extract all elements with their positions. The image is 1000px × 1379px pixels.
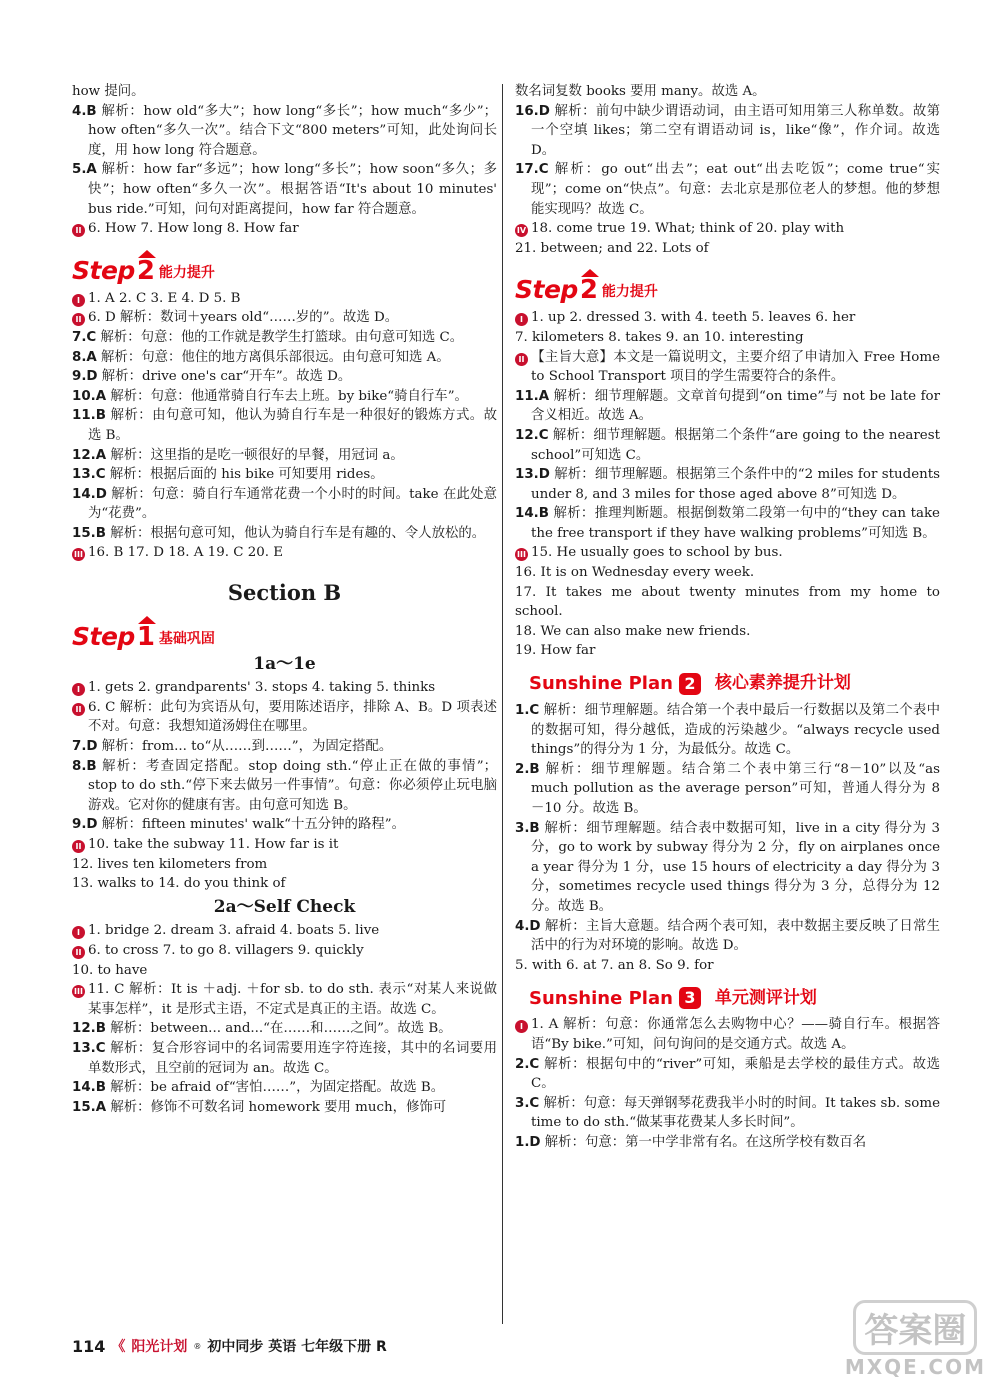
answer-key: 17.C: [515, 162, 549, 178]
answer-item: [72, 874, 497, 894]
right-step2-items: [515, 308, 940, 661]
section-marker-icon: I: [72, 683, 85, 696]
step-1-heading: [72, 617, 497, 651]
answer-item: [72, 406, 497, 445]
answer-key: 13.C: [72, 467, 106, 483]
plan-number: 3: [679, 987, 701, 1009]
answer-text: 1. A 2. C 3. E 4. D 5. B: [88, 290, 241, 306]
section-marker-icon: II: [72, 840, 85, 853]
answer-key: 12.A: [72, 447, 107, 463]
answer-text: 1. gets 2. grandparents' 3. stops 4. taking 5. thinks: [88, 680, 436, 696]
answer-item: [72, 961, 497, 981]
section-title: Section B: [227, 580, 342, 606]
column-divider: [502, 84, 503, 1324]
answer-text: 17. It takes me about twenty minutes from my home to school.: [515, 584, 940, 620]
answer-text: 解析：复合形容词中的名词需要用连字符连接，其中的名词要用单数形式，且空前的冠词为 an。故选 C。: [88, 1040, 497, 1076]
answer-text: 解析：细节理解题。根据第二个条件“are going to the nearest school”可知选 C。: [531, 427, 940, 463]
answer-text: 1. A 解析：句意：你通常怎么去购物中心？——骑自行车。根据答语“By bike.”可知，问句询问的是交通方式。故选 A。: [531, 1017, 940, 1052]
step-subtitle: 基础巩固: [158, 630, 215, 647]
right-plan2-items: [515, 701, 940, 975]
sub-heading-2a-self-check: 2a～Self Check: [213, 896, 356, 917]
answer-item: [72, 855, 497, 875]
section-marker-icon: II: [72, 703, 85, 716]
page-footer: [72, 1336, 387, 1356]
sunshine-plan-3-heading: [529, 987, 940, 1009]
answer-text: 16. It is on Wednesday every week.: [515, 565, 755, 581]
step-number: 2: [136, 255, 155, 286]
answer-text: 解析：细节理解题。结合第二个表中第三行“8－10”以及“as much pollution as the average person”可知，普通人得分为 8－10 分。故选 B。: [531, 761, 940, 816]
answer-key: 13.D: [515, 467, 550, 483]
answer-key: 11.B: [72, 408, 106, 424]
answer-text: 21. between; and 22. Lots of: [515, 240, 709, 256]
answer-key: 4.B: [72, 103, 97, 119]
answer-text: 16. B 17. D 18. A 19. C 20. E: [88, 545, 284, 561]
answer-key: 14.D: [72, 486, 107, 502]
answer-text: 解析：推理判断题。根据倒数第二段第一句中的“they can take the free transport if they have walking problems”可知选 B。: [531, 506, 940, 541]
answer-text: 数名词复数 books 要用 many。故选 A。: [515, 84, 766, 99]
right-pre-items: [515, 82, 940, 258]
section-marker-icon: II: [72, 946, 85, 959]
answer-item: [72, 102, 497, 161]
answer-key: 1.D: [515, 1134, 541, 1150]
answer-key: 4.D: [515, 918, 541, 934]
answer-text: 6. How 7. How long 8. How far: [88, 221, 299, 237]
answer-text: 解析：根据后面的 his bike 可知要用 rides。: [109, 467, 384, 483]
answer-text: 10. take the subway 11. How far is it: [88, 837, 339, 852]
answer-text: 解析：go out“出去”；eat out“出去吃饭”；come true“实现”；come on“快点”。句意：去北京是那位老人的梦想。他的梦想能实现吗？故选 C。: [531, 162, 940, 217]
answer-key: 7.C: [72, 329, 97, 345]
answer-item: [72, 308, 497, 328]
answer-text: 解析：主旨大意题。结合两个表可知，表中数据主要反映了日常生活中的行为对环境的影响。故选 D。: [531, 918, 940, 954]
watermark: [845, 1300, 986, 1379]
answer-text: 解析：句意：他住的地方离俱乐部很远。由句意可知选 A。: [101, 349, 450, 365]
step-subtitle: 能力提升: [601, 284, 658, 301]
answer-text: 解析：考查固定搭配。stop doing sth.“停止正在做的事情”；stop to do sth.“停下来去做另一件事情”。句意：你必须停止玩电脑游戏。它对你的健康有害。由句意可知选 B。: [88, 758, 497, 813]
answer-text: how 提问。: [72, 84, 145, 99]
step-word: Step: [72, 255, 135, 285]
answer-item: [515, 583, 940, 622]
answer-text: 解析：这里指的是吃一顿很好的早餐，用冠词 a。: [110, 447, 404, 463]
answer-text: 13. walks to 14. do you think of: [72, 876, 286, 892]
answer-item: [515, 504, 940, 543]
answer-key: 16.D: [515, 103, 550, 119]
plan-subtitle: 核心素养提升计划: [714, 673, 851, 694]
answer-key: 9.D: [72, 369, 98, 385]
answer-key: 1.C: [515, 703, 540, 719]
answer-item: [515, 641, 940, 661]
answer-item: [515, 563, 940, 583]
answer-key: 15.B: [72, 525, 106, 541]
answer-text: 6. to cross 7. to go 8. villagers 9. quickly: [88, 942, 364, 958]
answer-text: 18. We can also make new friends.: [515, 623, 751, 639]
answer-item: [515, 328, 940, 348]
answer-item: [72, 921, 497, 941]
step-subtitle: 能力提升: [158, 264, 215, 281]
sub-heading-1a-1e: 1a～1e: [253, 653, 316, 674]
answer-item: [72, 219, 497, 239]
right-column: [515, 82, 940, 1153]
answer-item: [515, 308, 940, 328]
answer-item: [72, 980, 497, 1019]
answer-item: [515, 917, 940, 956]
watermark-site: MXQE.COM: [844, 1355, 986, 1379]
answer-text: 解析：句意：骑自行车通常花费一个小时的时间。take 在此处意为“花费”。: [88, 486, 497, 522]
step-2-heading-left: [72, 251, 497, 285]
answer-item: [515, 465, 940, 504]
page-number: 114: [72, 1336, 106, 1356]
answer-item: [515, 348, 940, 387]
answer-text: 18. come true 19. What; think of 20. play with: [531, 221, 845, 237]
answer-item: [72, 1039, 497, 1078]
answer-key: 12.C: [515, 427, 549, 443]
plan-word: Sunshine Plan: [529, 987, 673, 1009]
plan-subtitle: 单元测评计划: [714, 987, 817, 1008]
answer-item: [515, 102, 940, 161]
answer-item: [72, 387, 497, 407]
section-marker-icon: II: [72, 224, 85, 237]
answer-item: [515, 760, 940, 819]
answer-text: 解析：be afraid of“害怕……”，为固定搭配。故选 B。: [110, 1080, 445, 1096]
answer-text: 解析：drive one's car“开车”。故选 D。: [101, 369, 352, 385]
answer-key: 14.B: [72, 1080, 106, 1096]
answer-item: [515, 1133, 940, 1153]
step-word: Step: [515, 275, 578, 305]
answer-item: [515, 239, 940, 259]
answer-item: [72, 328, 497, 348]
double-chevron-left-icon: 《: [111, 1339, 126, 1355]
section-marker-icon: II: [515, 353, 528, 366]
section-marker-icon: I: [515, 313, 528, 326]
answer-key: 10.A: [72, 388, 107, 404]
step-number: 1: [136, 621, 155, 652]
answer-text: 11. C 解析：It is ＋adj. ＋for sb. to do sth. 表示“对某人来说做某事怎样”，it 是形式主语，不定式是真正的主语。故选 C。: [88, 982, 497, 1017]
left-sub2-items: [72, 921, 497, 1117]
step-2-heading-right: [515, 270, 940, 304]
section-marker-icon: I: [72, 294, 85, 307]
answer-text: 解析：根据句意可知，他认为骑自行车是有趣的、令人放松的。: [110, 525, 486, 541]
answer-item: [515, 387, 940, 426]
answer-item: [72, 289, 497, 309]
answer-item: [515, 956, 940, 976]
answer-item: [515, 160, 940, 219]
left-column: [72, 82, 497, 1117]
answer-text: 6. C 解析：此句为宾语从句，要用陈述语序，排除 A、B。D 项表述不对。句意：我想知道汤姆住在哪里。: [88, 699, 497, 735]
answer-text: 5. with 6. at 7. an 8. So 9. for: [515, 957, 714, 973]
answer-item: [72, 698, 497, 737]
answer-key: 3.B: [515, 820, 540, 836]
answer-text: 解析：句意：他的工作就是教学生打篮球。由句意可知选 C。: [100, 329, 464, 345]
answer-text: 解析：between... and...“在……和……之间”。故选 B。: [110, 1021, 452, 1037]
answer-item: [515, 543, 940, 563]
book-title: 初中同步 英语 七年级下册 R: [207, 1339, 387, 1355]
answer-text: 解析：细节理解题。结合第一个表中最后一行数据以及第二个表中的数据可知，得分越低，造成的污染越少。“always recycle used things”的得分为 1 分，为最低分。故选 C。: [531, 703, 940, 758]
answer-text: 解析：由句意可知，他认为骑自行车是一种很好的锻炼方式。故选 B。: [88, 408, 497, 443]
section-marker-icon: III: [72, 548, 85, 561]
answer-text: 解析：how old“多大”；how long“多长”；how much“多少”；how often“多久一次”。结合下文“800 meters”可知，此处询问长度，用 how long 符合题意。: [88, 103, 497, 158]
section-marker-icon: IV: [516, 226, 527, 236]
answer-item: [72, 485, 497, 524]
step-number: 2: [579, 275, 598, 306]
answer-item: [72, 1098, 497, 1118]
answer-item: [515, 219, 940, 239]
answer-item: [72, 1019, 497, 1039]
right-plan3-items: [515, 1015, 940, 1152]
answer-text: 解析：fifteen minutes' walk“十五分钟的路程”。: [101, 817, 405, 833]
answer-key: 8.B: [72, 758, 97, 774]
answer-item: [72, 367, 497, 387]
answer-key: 5.A: [72, 162, 97, 178]
plan-number: 2: [679, 673, 701, 695]
section-marker-icon: II: [72, 313, 85, 326]
answer-key: 11.A: [515, 388, 550, 404]
answer-text: 解析：修饰不可数名词 homework 要用 much，修饰可: [110, 1099, 447, 1115]
answer-item: [72, 543, 497, 563]
answer-text: 12. lives ten kilometers from: [72, 856, 268, 872]
answer-item: [72, 82, 497, 102]
answer-text: 解析：句意：每天弹钢琴花费我半小时的时间。It takes sb. some time to do sth.“做某事花费某人多长时间”。: [531, 1095, 940, 1131]
sunshine-plan-2-heading: [529, 673, 940, 695]
left-step2-items: [72, 289, 497, 563]
section-marker-icon: III: [72, 985, 85, 998]
answer-item: [72, 737, 497, 757]
answer-text: 解析：句意：他通常骑自行车去上班。by bike“骑自行车”。: [110, 388, 468, 404]
answer-text: 6. D 解析：数词＋years old“……岁的”。故选 D。: [88, 310, 399, 326]
answer-text: 【主旨大意】本文是一篇说明文，主要介绍了申请加入 Free Home to School Transport 项目的学生需要符合的条件。: [531, 349, 940, 385]
answer-key: 3.C: [515, 1095, 540, 1111]
answer-item: [515, 819, 940, 917]
answer-item: [515, 426, 940, 465]
section-marker-icon: I: [515, 1020, 528, 1033]
answer-text: 1. bridge 2. dream 3. afraid 4. boats 5. live: [88, 923, 380, 939]
answer-item: [72, 465, 497, 485]
left-sub1-items: [72, 678, 497, 894]
answer-item: [515, 1094, 940, 1133]
answer-key: 14.B: [515, 506, 549, 522]
answer-key: 15.A: [72, 1099, 107, 1115]
step-word: Step: [72, 621, 135, 651]
answer-item: [72, 348, 497, 368]
watermark-logo-icon: 答案圈: [853, 1300, 977, 1355]
answer-item: [72, 757, 497, 816]
answer-text: 7. kilometers 8. takes 9. an 10. interesting: [515, 329, 804, 345]
answer-item: [72, 678, 497, 698]
answer-item: [515, 1055, 940, 1094]
brand-name: 阳光计划: [131, 1339, 188, 1355]
answer-text: 解析：细节理解题。文章首句提到“on time”与 not be late for 含义相近。故选 A。: [531, 388, 940, 424]
answer-item: [72, 815, 497, 835]
section-marker-icon: I: [72, 926, 85, 939]
answer-text: 解析：细节理解题。根据第三个条件中的“2 miles for students under 8, and 3 miles for those aged above 8”可知选 D。: [531, 467, 940, 502]
answer-text: 解析：from... to“从……到……”，为固定搭配。: [101, 739, 393, 755]
answer-key: 8.A: [72, 349, 97, 365]
answer-item: [72, 160, 497, 219]
answer-text: 15. He usually goes to school by bus.: [531, 545, 783, 561]
answer-key: 7.D: [72, 739, 98, 755]
answer-key: 9.D: [72, 817, 98, 833]
answer-key: 2.C: [515, 1056, 540, 1072]
answer-text: 解析：根据句中的“river”可知，乘船是去学校的最佳方式。故选 C。: [531, 1056, 940, 1092]
registered-mark: ®: [193, 1341, 202, 1351]
answer-item: [515, 1015, 940, 1054]
answer-key: 2.B: [515, 761, 540, 777]
answer-item: [515, 701, 940, 760]
answer-key: 13.C: [72, 1040, 106, 1056]
answer-item: [72, 524, 497, 544]
answer-key: 12.B: [72, 1021, 106, 1037]
answer-text: 解析：句意：第一中学非常有名。在这所学校有数百名: [544, 1134, 867, 1150]
answer-item: [72, 835, 497, 855]
answer-text: 解析：细节理解题。结合表中数据可知，live in a city 得分为 3 分，go to work by subway 得分为 2 分，fly on airplanes once a year 得分为 1 分，use 15 hours of electricity a day 得分为 3 分，sometimes recycle used things 得分为 3 分，总得分为 12 分。故选 B。: [531, 820, 940, 914]
answer-item: [72, 1078, 497, 1098]
left-pre-items: [72, 82, 497, 239]
answer-item: [72, 941, 497, 961]
answer-text: 解析：how far“多远”；how long“多长”；how soon“多久；多快”；how often“多久一次”。根据答语“It's about 10 minutes' bus ride.”可知，问句对距离提问，how far 符合题意。: [88, 162, 497, 217]
answer-text: 10. to have: [72, 962, 148, 978]
answer-text: 1. up 2. dressed 3. with 4. teeth 5. leaves 6. her: [531, 310, 856, 326]
plan-word: Sunshine Plan: [529, 673, 673, 695]
section-marker-icon: III: [515, 548, 528, 561]
answer-item: [72, 446, 497, 466]
answer-text: 解析：前句中缺少谓语动词，由主语可知用第三人称单数。故第一个空填 likes；第二空有谓语动词 is，like“像”，作介词。故选 D。: [531, 103, 940, 158]
answer-item: [515, 82, 940, 102]
answer-text: 19. How far: [515, 643, 596, 659]
answer-item: [515, 622, 940, 642]
